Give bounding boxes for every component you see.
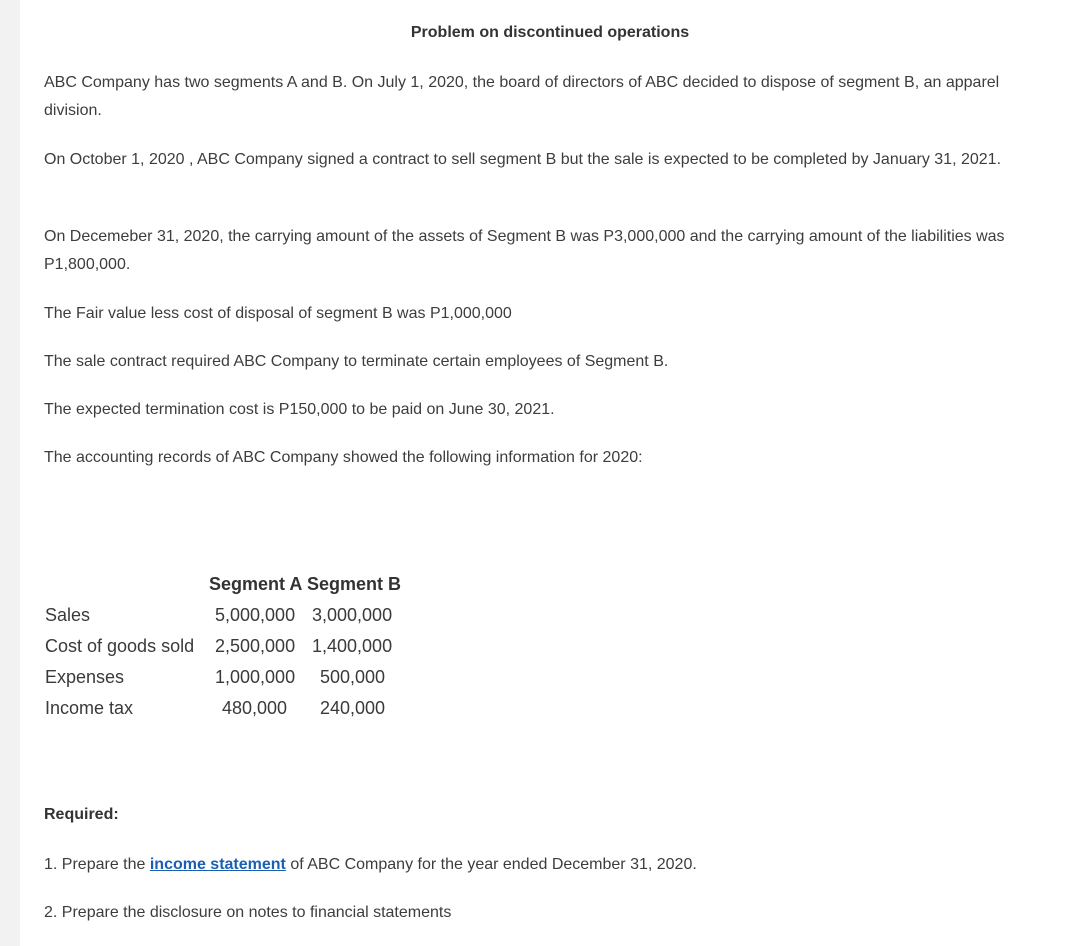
segment-b-value: 240,000: [320, 698, 386, 718]
paragraph-termination-requirement: The sale contract required ABC Company to terminate certain employees of Segment B.: [44, 353, 669, 370]
segment-b-value: 500,000: [320, 667, 386, 687]
paragraph-accounting-records: The accounting records of ABC Company showed the following information for 2020:: [44, 449, 643, 466]
segment-a-value: 1,000,000: [215, 667, 296, 687]
required-item-2: 2. Prepare the disclosure on notes to financial statements: [44, 904, 452, 921]
required-item-1: [44, 851, 1059, 879]
paragraph-carrying-amount: On Decemeber 31, 2020, the carrying amount of the assets of Segment B was P3,000,000 and the carrying amount of the liabilities was P1,800,000.: [44, 228, 1005, 273]
segment-a-value: 5,000,000: [215, 605, 296, 625]
row-label: Cost of goods sold: [45, 636, 195, 656]
column-header-segment-b: Segment B: [307, 574, 402, 594]
segment-a-value: 480,000: [222, 698, 288, 718]
paragraph-contract: On October 1, 2020 , ABC Company signed a contract to sell segment B but the sale is expected to be completed by January 31, 2021.: [44, 151, 1002, 168]
row-label: Expenses: [45, 667, 125, 687]
required-heading: Required:: [44, 806, 119, 823]
paragraph-termination-cost: The expected termination cost is P150,000 to be paid on June 30, 2021.: [44, 401, 555, 418]
page-title: Problem on discontinued operations: [410, 24, 690, 41]
segment-b-value: 1,400,000: [312, 636, 393, 656]
segment-a-value: 2,500,000: [215, 636, 296, 656]
required-item-1-prefix: 1. Prepare the: [44, 856, 150, 873]
column-header-segment-a: Segment A: [209, 574, 303, 594]
segment-b-value: 3,000,000: [312, 605, 393, 625]
row-label: Income tax: [45, 698, 134, 718]
document-page: [20, 0, 1080, 946]
paragraph-segments: ABC Company has two segments A and B. On July 1, 2020, the board of directors of ABC decided to dispose of segment B, an apparel division.: [44, 74, 1000, 119]
income-statement-link[interactable]: income statement: [149, 856, 286, 873]
paragraph-fair-value: The Fair value less cost of disposal of segment B was P1,000,000: [44, 305, 512, 322]
required-item-1-suffix: of ABC Company for the year ended December 31, 2020.: [285, 856, 697, 873]
row-label: Sales: [45, 605, 91, 625]
